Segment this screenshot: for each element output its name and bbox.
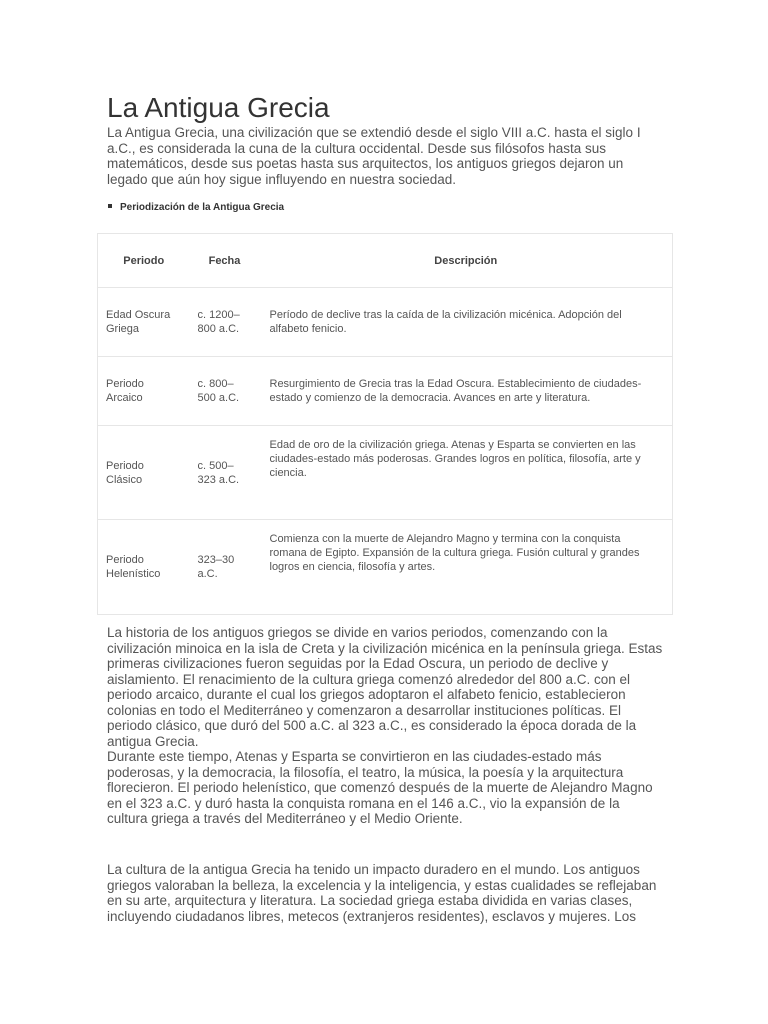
table-row (98, 357, 673, 426)
cell-descripcion: Período de declive tras la caída de la civilización micénica. Adopción del alfabeto fenicio. (260, 288, 673, 357)
section-list-item (108, 201, 284, 215)
cell-fecha: c. 1200–800 a.C. (190, 288, 260, 357)
cell-descripcion: Edad de oro de la civilización griega. Atenas y Esparta se convierten en las ciudades-estado más poderosas. Grandes logros en política, filosofía, arte y ciencia. (260, 426, 673, 520)
column-header-periodo: Periodo (98, 234, 190, 288)
bullet-icon (108, 204, 112, 208)
cell-periodo: Periodo Helenístico (98, 520, 190, 615)
table-header-row (98, 234, 673, 288)
culture-paragraph: La cultura de la antigua Grecia ha tenido un impacto duradero en el mundo. Los antiguos griegos valoraban la belleza, la excelencia y la inteligencia, y estas cualidades se reflejaban en su arte, arquitectura y literatura. La sociedad griega estaba dividida en varias clases, incluyendo ciudadanos libres, metecos (extranjeros residentes), esclavos y mujeres. Los (107, 862, 657, 924)
page-title: La Antigua Grecia (107, 92, 330, 123)
cell-periodo: Periodo Arcaico (98, 357, 190, 426)
history-paragraph (107, 625, 663, 827)
table-row (98, 426, 673, 520)
cell-periodo: Periodo Clásico (98, 426, 190, 520)
column-header-fecha: Fecha (190, 234, 260, 288)
cell-descripcion: Resurgimiento de Grecia tras la Edad Oscura. Establecimiento de ciudades-estado y comienzo de la democracia. Avances en arte y literatura. (260, 357, 673, 426)
cell-fecha: 323–30 a.C. (190, 520, 260, 615)
intro-paragraph: La Antigua Grecia, una civilización que se extendió desde el siglo VIII a.C. hasta el siglo I a.C., es considerada la cuna de la cultura occidental. Desde sus filósofos hasta sus matemáticos, desde sus poetas hasta sus arquitectos, los antiguos griegos dejaron un legado que aún hoy sigue influyendo en nuestra sociedad. (107, 125, 641, 187)
history-paragraph-part-1: La historia de los antiguos griegos se divide en varios periodos, comenzando con la civilización minoica en la isla de Creta y la civilización micénica en la península griega. Estas primeras civilizaciones fueron seguidas por la Edad Oscura, un periodo de declive y aislamiento. El renacimiento de la cultura griega comenzó alrededor del 800 a.C. con el periodo arcaico, durante el cual los griegos adoptaron el alfabeto fenicio, establecieron colonias en todo el Mediterráneo y comenzaron a desarrollar instituciones políticas. El periodo clásico, que duró del 500 a.C. al 323 a.C., es considerado la época dorada de la antigua Grecia. (107, 625, 663, 749)
table-row (98, 288, 673, 357)
cell-fecha: c. 800–500 a.C. (190, 357, 260, 426)
periods-table (97, 233, 673, 615)
column-header-descripcion: Descripción (260, 234, 673, 288)
cell-fecha: c. 500–323 a.C. (190, 426, 260, 520)
table-row (98, 520, 673, 615)
cell-descripcion: Comienza con la muerte de Alejandro Magno y termina con la conquista romana de Egipto. Expansión de la cultura griega. Fusión cultural y grandes logros en ciencia, filosofía y artes. (260, 520, 673, 615)
section-heading: Periodización de la Antigua Grecia (120, 202, 285, 213)
cell-periodo: Edad Oscura Griega (98, 288, 190, 357)
history-paragraph-part-2: Durante este tiempo, Atenas y Esparta se convirtieron en las ciudades-estado más poderosas, y la democracia, la filosofía, el teatro, la música, la poesía y la arquitectura florecieron. El periodo helenístico, que comenzó después de la muerte de Alejandro Magno en el 323 a.C. y duró hasta la conquista romana en el 146 a.C., vio la expansión de la cultura griega a través del Mediterráneo y el Medio Oriente. (107, 749, 653, 826)
